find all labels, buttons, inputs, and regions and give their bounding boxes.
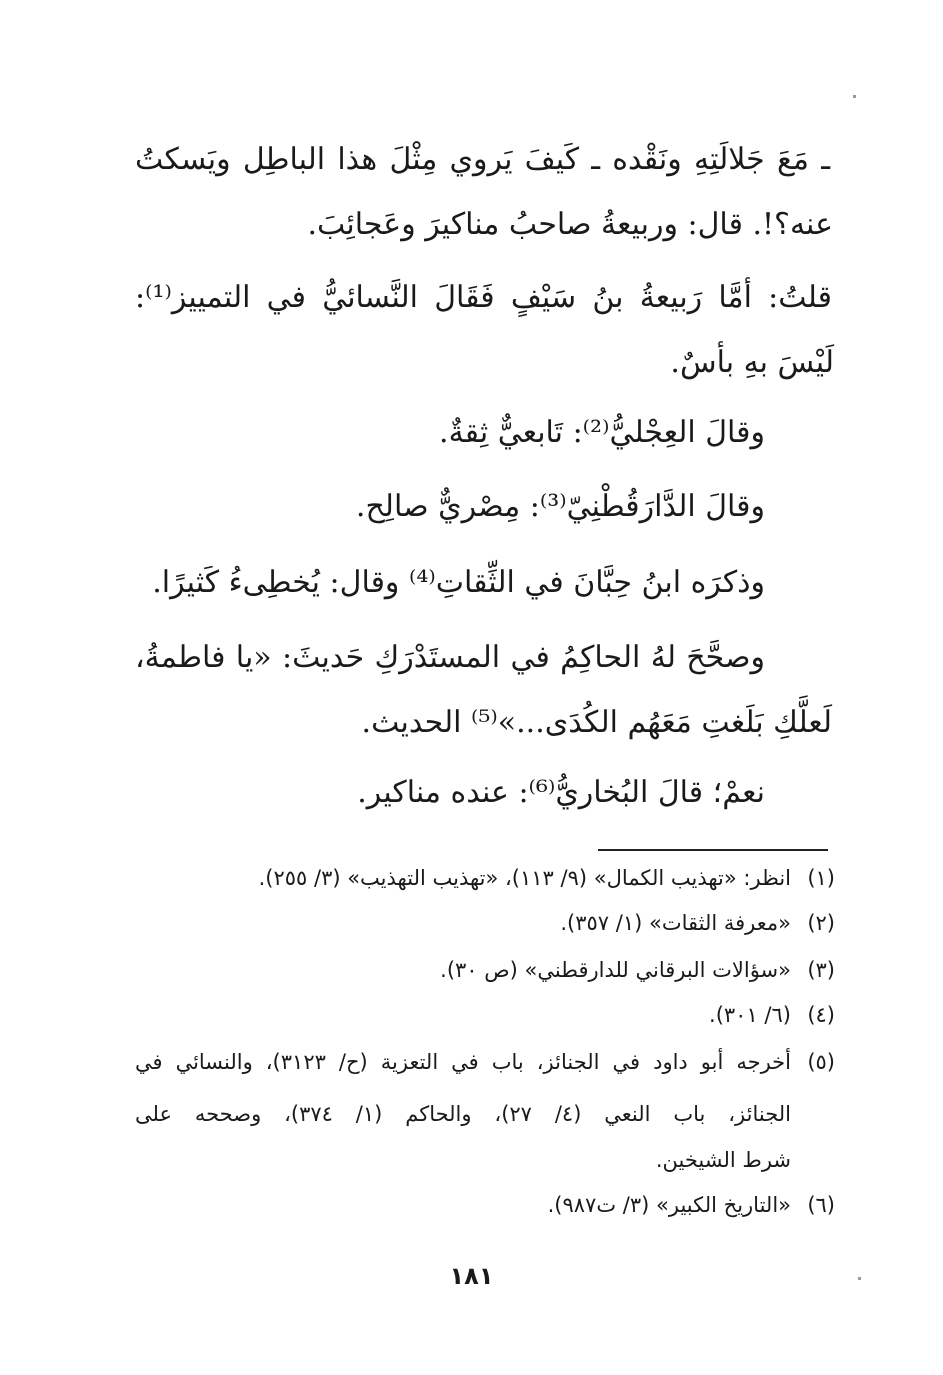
footnote-text: «التاريخ الكبير» (٣/ ت٩٨٧). [547, 1193, 791, 1217]
body-line-3: قلتُ: أمَّا رَبيعةُ بنُ سَيْفٍ فَقَالَ النَّسائيُّ في التمييز⁽¹⁾: [135, 280, 832, 315]
footnote-4 [135, 1000, 835, 1030]
footnote-text: «سؤالات البرقاني للدارقطني» (ص ٣٠). [440, 958, 791, 982]
body-line-10: نعمْ؛ قالَ البُخاريُّ⁽⁶⁾: عنده مناكير. [357, 775, 765, 810]
footnote-1 [135, 863, 835, 893]
scan-speck [858, 1277, 861, 1280]
footnote-number: (٤) [807, 1003, 835, 1027]
footnote-text: الجنائز، باب النعي (٤/ ٢٧)، والحاكم (١/ ٣٧٤)، وصححه على [135, 1102, 791, 1126]
footnote-6 [135, 1190, 835, 1220]
page-number: ١٨١ [449, 1262, 494, 1290]
body-line-7: وذكرَه ابنُ حِبَّانَ في الثِّقاتِ⁽⁴⁾ وقال: يُخطِىءُ كَثيرًا. [152, 565, 765, 600]
footnote-text: «معرفة الثقات» (١/ ٣٥٧). [560, 911, 791, 935]
footnote-number: (١) [807, 866, 835, 890]
body-line-9: لَعلَّكِ بَلَغتِ مَعَهُم الكُدَى...»⁽⁵⁾ الحديث. [361, 705, 832, 740]
body-line-2: عنه؟!. قال: وربيعةُ صاحبُ مناكيرَ وعَجائِبَ. [307, 207, 833, 242]
body-line-5: وقالَ العِجْليُّ⁽²⁾: تَابعيٌّ ثِقةٌ. [439, 415, 765, 450]
footnote-number: (٦) [807, 1193, 835, 1217]
footnote-5-line-1 [135, 1047, 835, 1077]
footnote-text: انظر: «تهذيب الكمال» (٩/ ١١٣)، «تهذيب التهذيب» (٣/ ٢٥٥). [258, 866, 791, 890]
scan-speck [853, 95, 856, 98]
body-line-4: لَيْسَ بهِ بأسٌ. [670, 345, 834, 380]
footnote-separator [598, 849, 828, 851]
body-line-8: وصحَّحَ لهُ الحاكِمُ في المستَدْرَكِ حَديثَ: «يا فاطمةُ، [135, 640, 765, 675]
footnote-number: (٣) [807, 958, 835, 982]
footnote-3 [135, 955, 835, 985]
footnote-5-line-2 [135, 1099, 791, 1129]
footnote-text: (٦/ ٣٠١). [709, 1003, 791, 1027]
footnote-number: (٢) [807, 911, 835, 935]
body-line-6: وقالَ الدَّارَقُطْنِيّ⁽³⁾: مِصْريٌّ صالِح. [355, 489, 765, 524]
footnote-number: (٥) [807, 1050, 835, 1074]
footnote-5-line-3 [135, 1145, 791, 1175]
footnote-text: أخرجه أبو داود في الجنائز، باب في التعزية (ح/ ٣١٢٣)، والنسائي في [135, 1050, 791, 1074]
footnote-2 [135, 908, 835, 938]
footnote-text: شرط الشيخين. [655, 1148, 791, 1172]
body-line-1: ـ مَعَ جَلالَتِهِ ونَقْده ـ كَيفَ يَروي مِثْلَ هذا الباطِل ويَسكتُ [135, 142, 830, 177]
